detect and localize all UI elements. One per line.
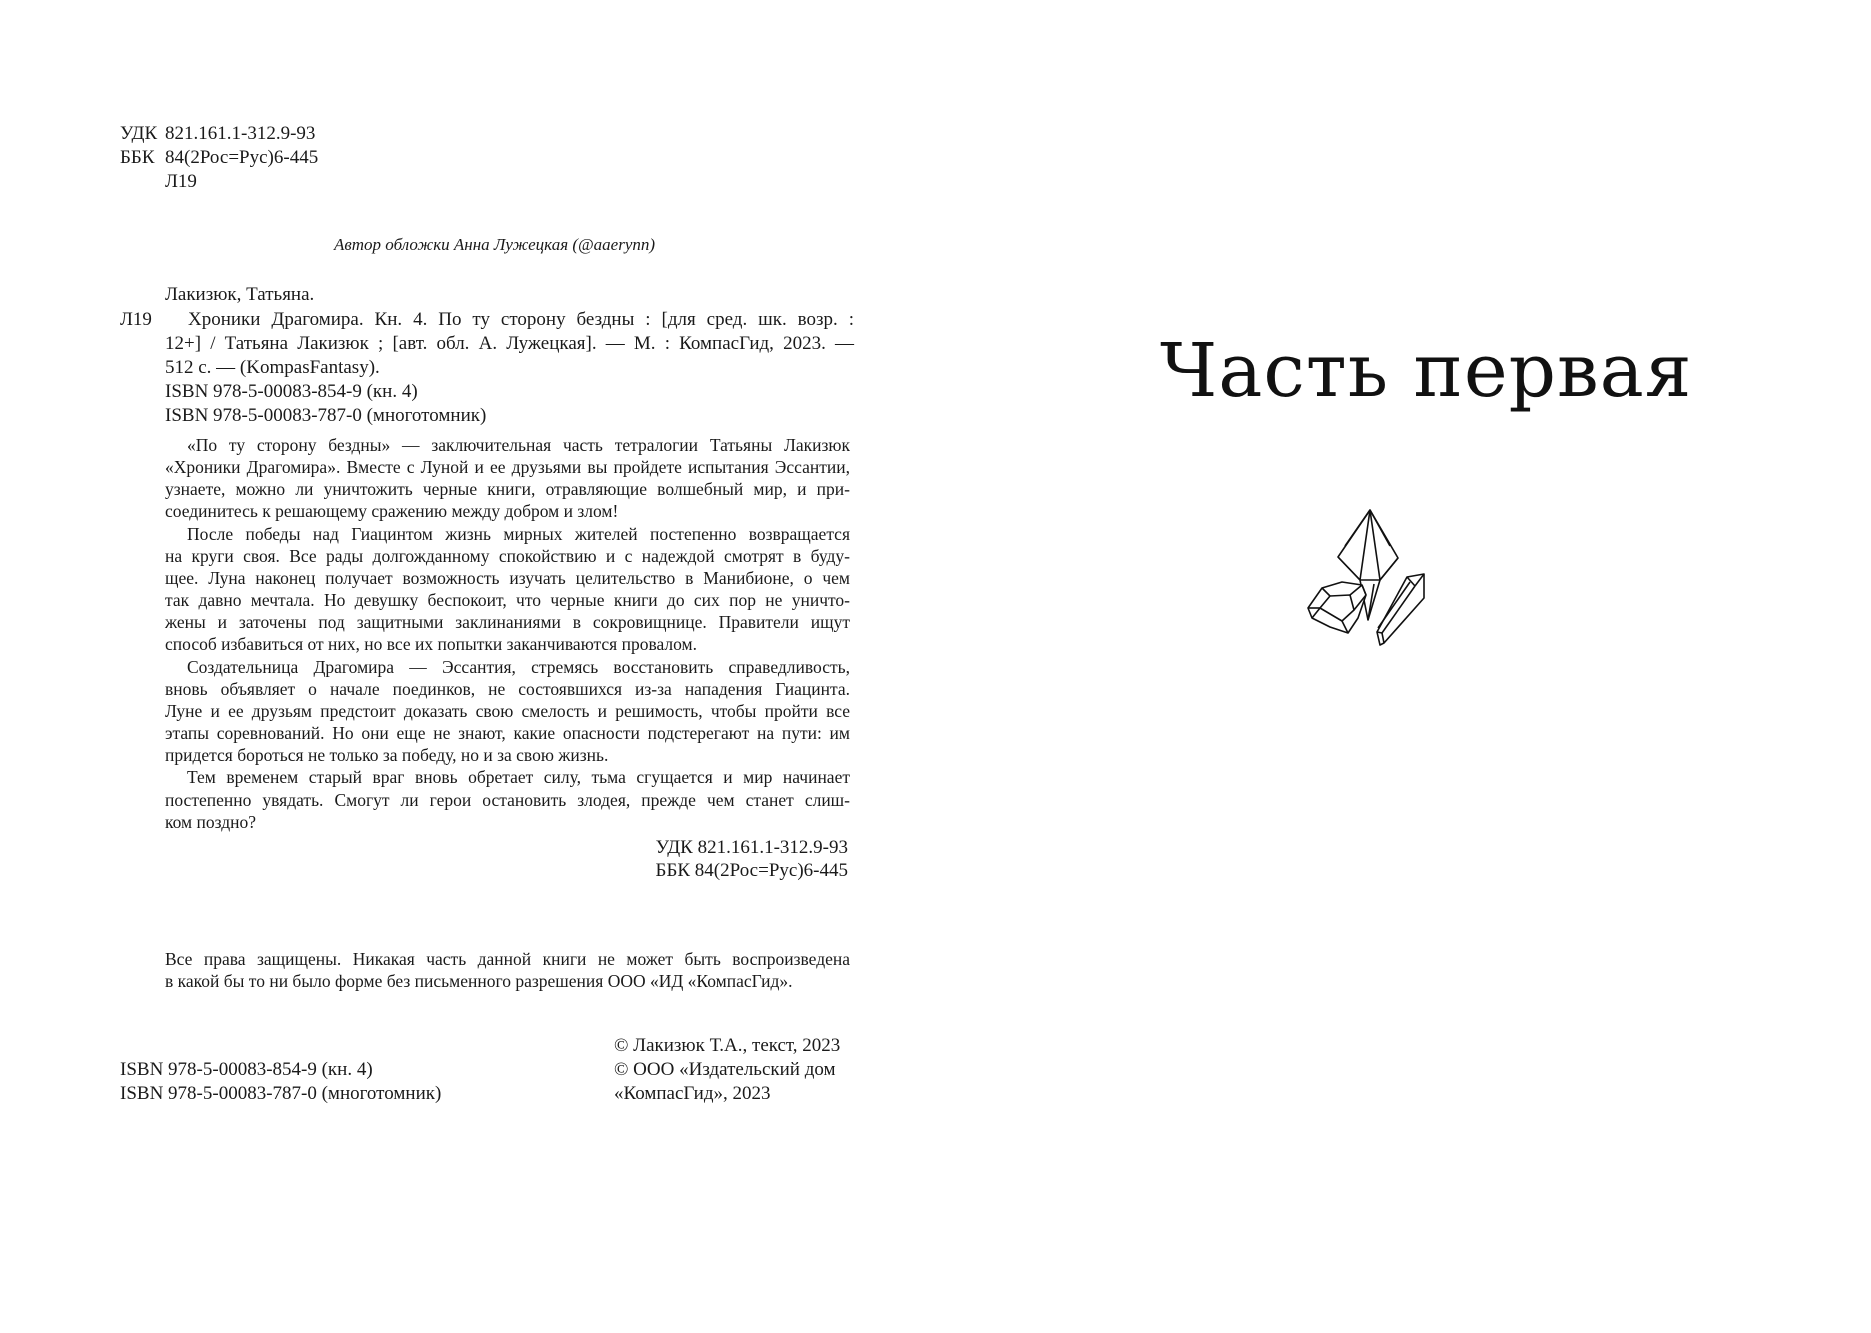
isbn-line: ISBN 978-5-00083-854-9 (кн. 4) [165, 381, 418, 402]
bib-line: 12+] / Татьяна Лакизюк ; [авт. обл. А. Лужецкая]. — М. : КомпасГид, 2023. — [165, 333, 854, 354]
annotation-line: После победы над Гиацинтом жизнь мирных жителей постепенно возвращается [187, 523, 850, 544]
annotation-line: так давно мечтала. Но девушку беспокоит, что черные книги до сих пор не уничто- [165, 590, 850, 611]
annotation-line: Луне и ее друзьям предстоит доказать свою смелость и решимость, чтобы пройти все [165, 700, 850, 721]
author-mark: Л19 [165, 171, 197, 192]
udk-label: УДК [120, 123, 158, 144]
isbn-bottom: ISBN 978-5-00083-854-9 (кн. 4) [120, 1059, 373, 1080]
annotation-line: способ избавиться от них, но все их попытки заканчиваются провалом. [165, 634, 698, 655]
copyright-line: © ООО «Издательский дом [614, 1059, 836, 1080]
small-crystal [1377, 574, 1424, 645]
rights-notice [165, 948, 850, 992]
copyright-line: © Лакизюк Т.А., текст, 2023 [614, 1035, 841, 1056]
udk-right: УДК 821.161.1-312.9-93 [655, 837, 848, 858]
copyright-line: «КомпасГид», 2023 [614, 1083, 771, 1104]
annotation-line: соединитесь к решающему сражению между добром и злом! [165, 501, 619, 522]
annotation-line: этапы соревнований. Но они еще не знают, какие опасности подстерегают на пути: им [165, 723, 850, 744]
bbk-right: ББК 84(2Рос=Рус)6-445 [655, 860, 848, 881]
isbn-bottom: ISBN 978-5-00083-787-0 (многотомник) [120, 1083, 442, 1104]
annotation-line: постепенно увядать. Смогут ли герои остановить злодея, прежде чем станет слиш- [165, 789, 850, 810]
annotation-line: ком поздно? [165, 811, 256, 832]
udk-value: 821.161.1-312.9-93 [165, 123, 316, 144]
annotation-line: «Хроники Драгомира». Вместе с Луной и ее друзьями вы пройдете испытания Эссантии, [165, 457, 850, 478]
crystals-icon [1300, 500, 1450, 660]
annotation-line: вновь объявляет о начале поединков, не состоявшихся из-за нападения Гиацинта. [165, 678, 850, 699]
author-heading: Лакизюк, Татьяна. [165, 284, 315, 305]
annotation-line: «По ту сторону бездны» — заключительная часть тетралогии Татьяны Лакизюк [187, 435, 850, 455]
bbk-value: 84(2Рос=Рус)6-445 [165, 147, 319, 168]
annotation [165, 434, 850, 833]
rights-line: Все права защищены. Никакая часть данной книги не может быть воспроизведена [165, 949, 850, 969]
isbn-line: ISBN 978-5-00083-787-0 (многотомник) [165, 405, 487, 426]
bbk-label: ББК [120, 147, 155, 168]
author-mark-left: Л19 [120, 309, 152, 330]
gem [1308, 582, 1366, 633]
annotation-line: на круги своя. Все рады долгожданному спокойствию и с надеждой смотрят в буду- [165, 545, 850, 566]
annotation-line: Тем временем старый враг вновь обретает силу, тьма сгущается и мир начинает [187, 767, 850, 788]
bib-line: Хроники Драгомира. Кн. 4. По ту сторону бездны : [для сред. шк. возр. : [188, 309, 854, 330]
rights-line: в какой бы то ни было форме без письменного разрешения ООО «ИД «КомпасГид». [165, 971, 793, 991]
cover-credit: Автор обложки Анна Лужецкая (@aaerynn) [334, 235, 656, 254]
annotation-line: Создательница Драгомира — Эссантия, стремясь восстановить справедливость, [187, 656, 850, 677]
annotation-line: жены и заточены под защитными заклинаниями в сокровищнице. Правители ищут [165, 612, 850, 633]
annotation-line: придется бороться не только за победу, но и за свою жизнь. [165, 745, 609, 766]
annotation-line: узнаете, можно ли уничтожить черные книги, отравляющие волшебный мир, и при- [165, 479, 850, 500]
annotation-line: щее. Луна наконец получает возможность изучать целительство в Манибионе, о чем [165, 567, 850, 588]
chapter-heading: Часть первая [1160, 328, 1693, 414]
bib-line: 512 с. — (KompasFantasy). [165, 357, 380, 378]
